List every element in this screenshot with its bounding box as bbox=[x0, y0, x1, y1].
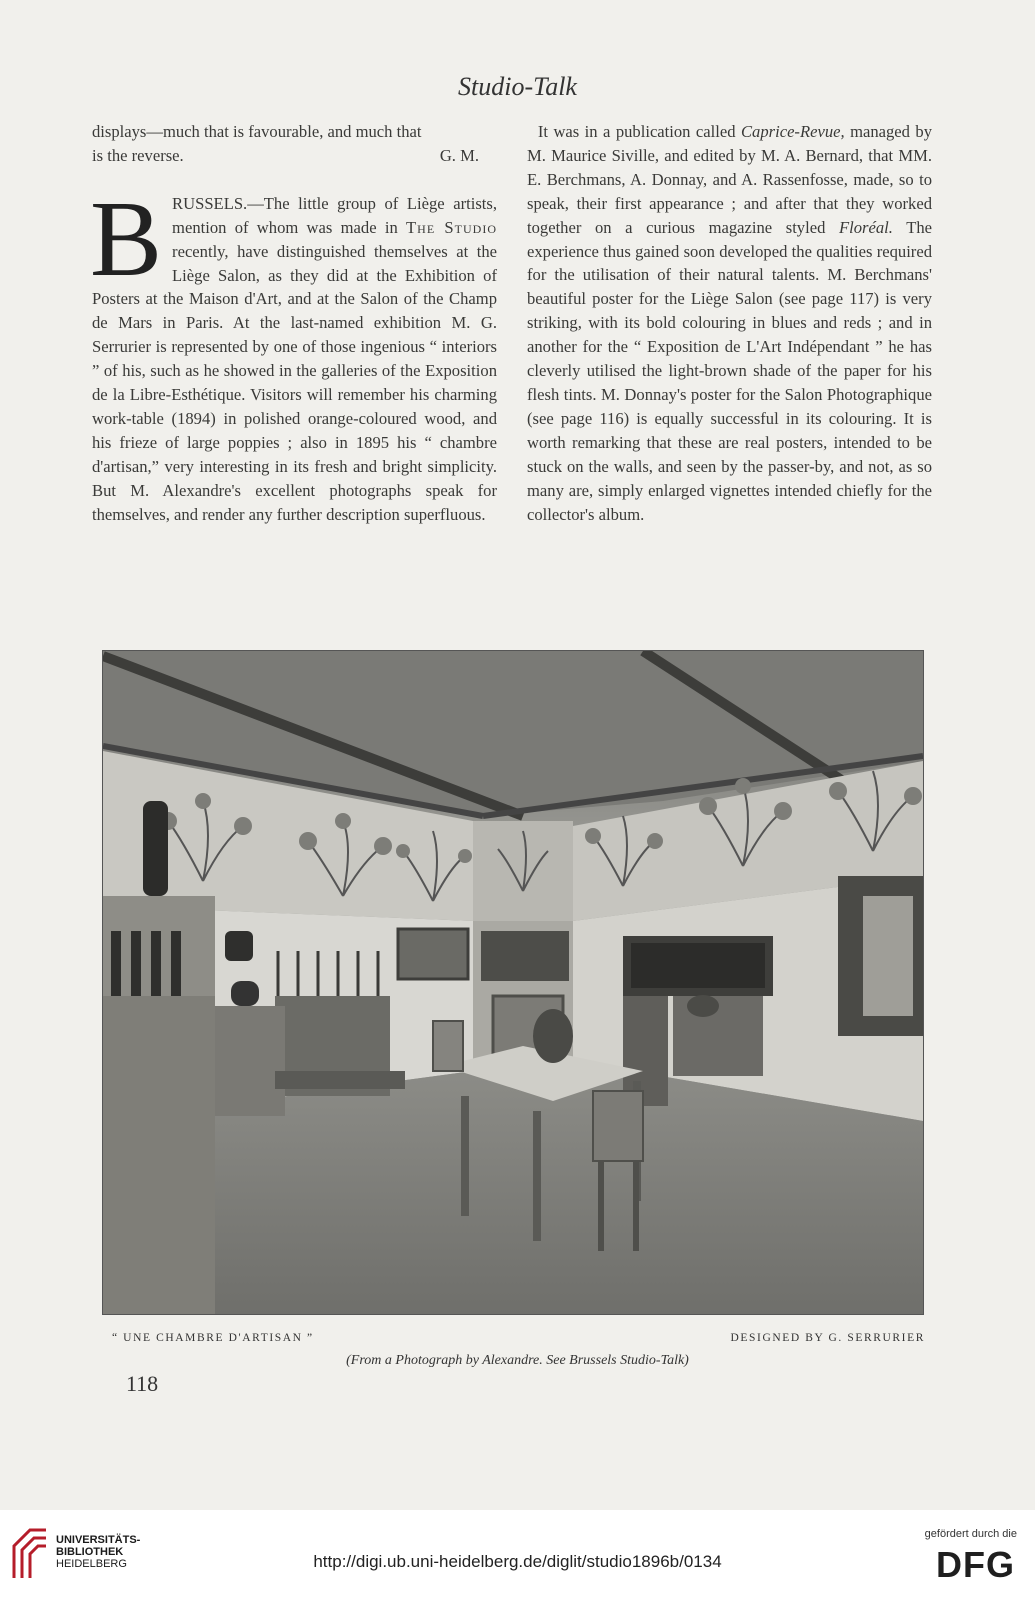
caption-designer: DESIGNED BY G. SERRURIER bbox=[730, 1332, 925, 1344]
intro-closing-line bbox=[92, 144, 497, 168]
room-photograph bbox=[102, 650, 924, 1315]
library-line-1: UNIVERSITÄTS- bbox=[56, 1534, 141, 1546]
funded-by-label: gefördert durch die bbox=[924, 1528, 1017, 1540]
p1-end: The experience thus gained soon developed the qualities required for the utilisation of their natural talents. M. Berchmans' beautiful poster for the Liège Salon (see page 117) is very striking, with its bold colouring in blues and reds ; and in another for the “ Exposition de L'Art Indépendant ” he has cleverly utilised the light-brown shade of the paper for his flesh tints. M. Donnay's poster for the Salon Photographique (see page 116) is equally successful in its colouring. It is worth remarking that these are real posters, intended to be stuck on the walls, and seen by the passer-by, and not, as so many are, simply enlarged vignettes intended chiefly for the collector's album. bbox=[527, 217, 932, 524]
p1-mid: managed by M. Maurice Siville, and edited by M. A. Bernard, that MM. E. Berchmans, A. Donnay, and A. Rassenfosse, made, so to speak, their first appearance ; and after that they worked together on a curious magazine styled bbox=[527, 122, 932, 237]
caprice-revue-title: Caprice-Revue, bbox=[740, 122, 845, 141]
source-url[interactable]: http://digi.ub.uni-heidelberg.de/diglit/studio1896b/0134 bbox=[313, 1552, 722, 1571]
floreal-title: Floréal. bbox=[838, 217, 893, 237]
photo-credit: (From a Photograph by Alexandre. See Brussels Studio-Talk) bbox=[346, 1353, 689, 1368]
library-line-3: HEIDELBERG bbox=[56, 1558, 127, 1570]
drop-cap: B bbox=[90, 179, 163, 299]
caption-title: “ UNE CHAMBRE D'ARTISAN ” bbox=[112, 1332, 314, 1344]
library-line-2: BIBLIOTHEK bbox=[56, 1546, 124, 1558]
figure-caption bbox=[0, 1332, 1035, 1352]
intro-signature: G. M. bbox=[439, 145, 479, 165]
berchmans-paragraph bbox=[527, 120, 932, 526]
brussels-body: recently, have distinguished themselves at the Liège Salon, as they did at the Exhibition of Posters at the Maison d'Art, and at the Salon of the Champ de Mars in Paris. At the last-named exhibition M. G. Serrurier is represented by one of those ingenious “ interiors ” of his, such as he showed in the galleries of the Exposition de la Libre-Esthétique. Visitors will remember his charming work-table (1894) in polished orange-coloured wood, and his frieze of large poppies ; also in 1895 his “ chambre d'artisan,” very interesting in its fresh and bright simplicity. But M. Alexandre's excellent photographs speak for themselves, and render any further description superfluous. bbox=[92, 241, 497, 524]
page-number: 118 bbox=[126, 1371, 159, 1396]
dfg-logo: DFG bbox=[936, 1544, 1015, 1585]
left-column bbox=[92, 120, 497, 527]
intro-end: is the reverse. bbox=[92, 145, 184, 165]
intro-text: displays—much that is favourable, and much that bbox=[92, 122, 422, 141]
running-head: Studio-Talk bbox=[458, 72, 577, 101]
studio-name: The Studio bbox=[406, 217, 497, 237]
digitization-footer bbox=[0, 1510, 1035, 1597]
brussels-paragraph bbox=[90, 179, 497, 527]
brussels-lead: RUSSELS.—The little group of Liège artists, mention of whom was made in bbox=[172, 193, 497, 237]
right-column bbox=[527, 120, 932, 526]
p1-start: It was in a publication called bbox=[537, 122, 741, 141]
